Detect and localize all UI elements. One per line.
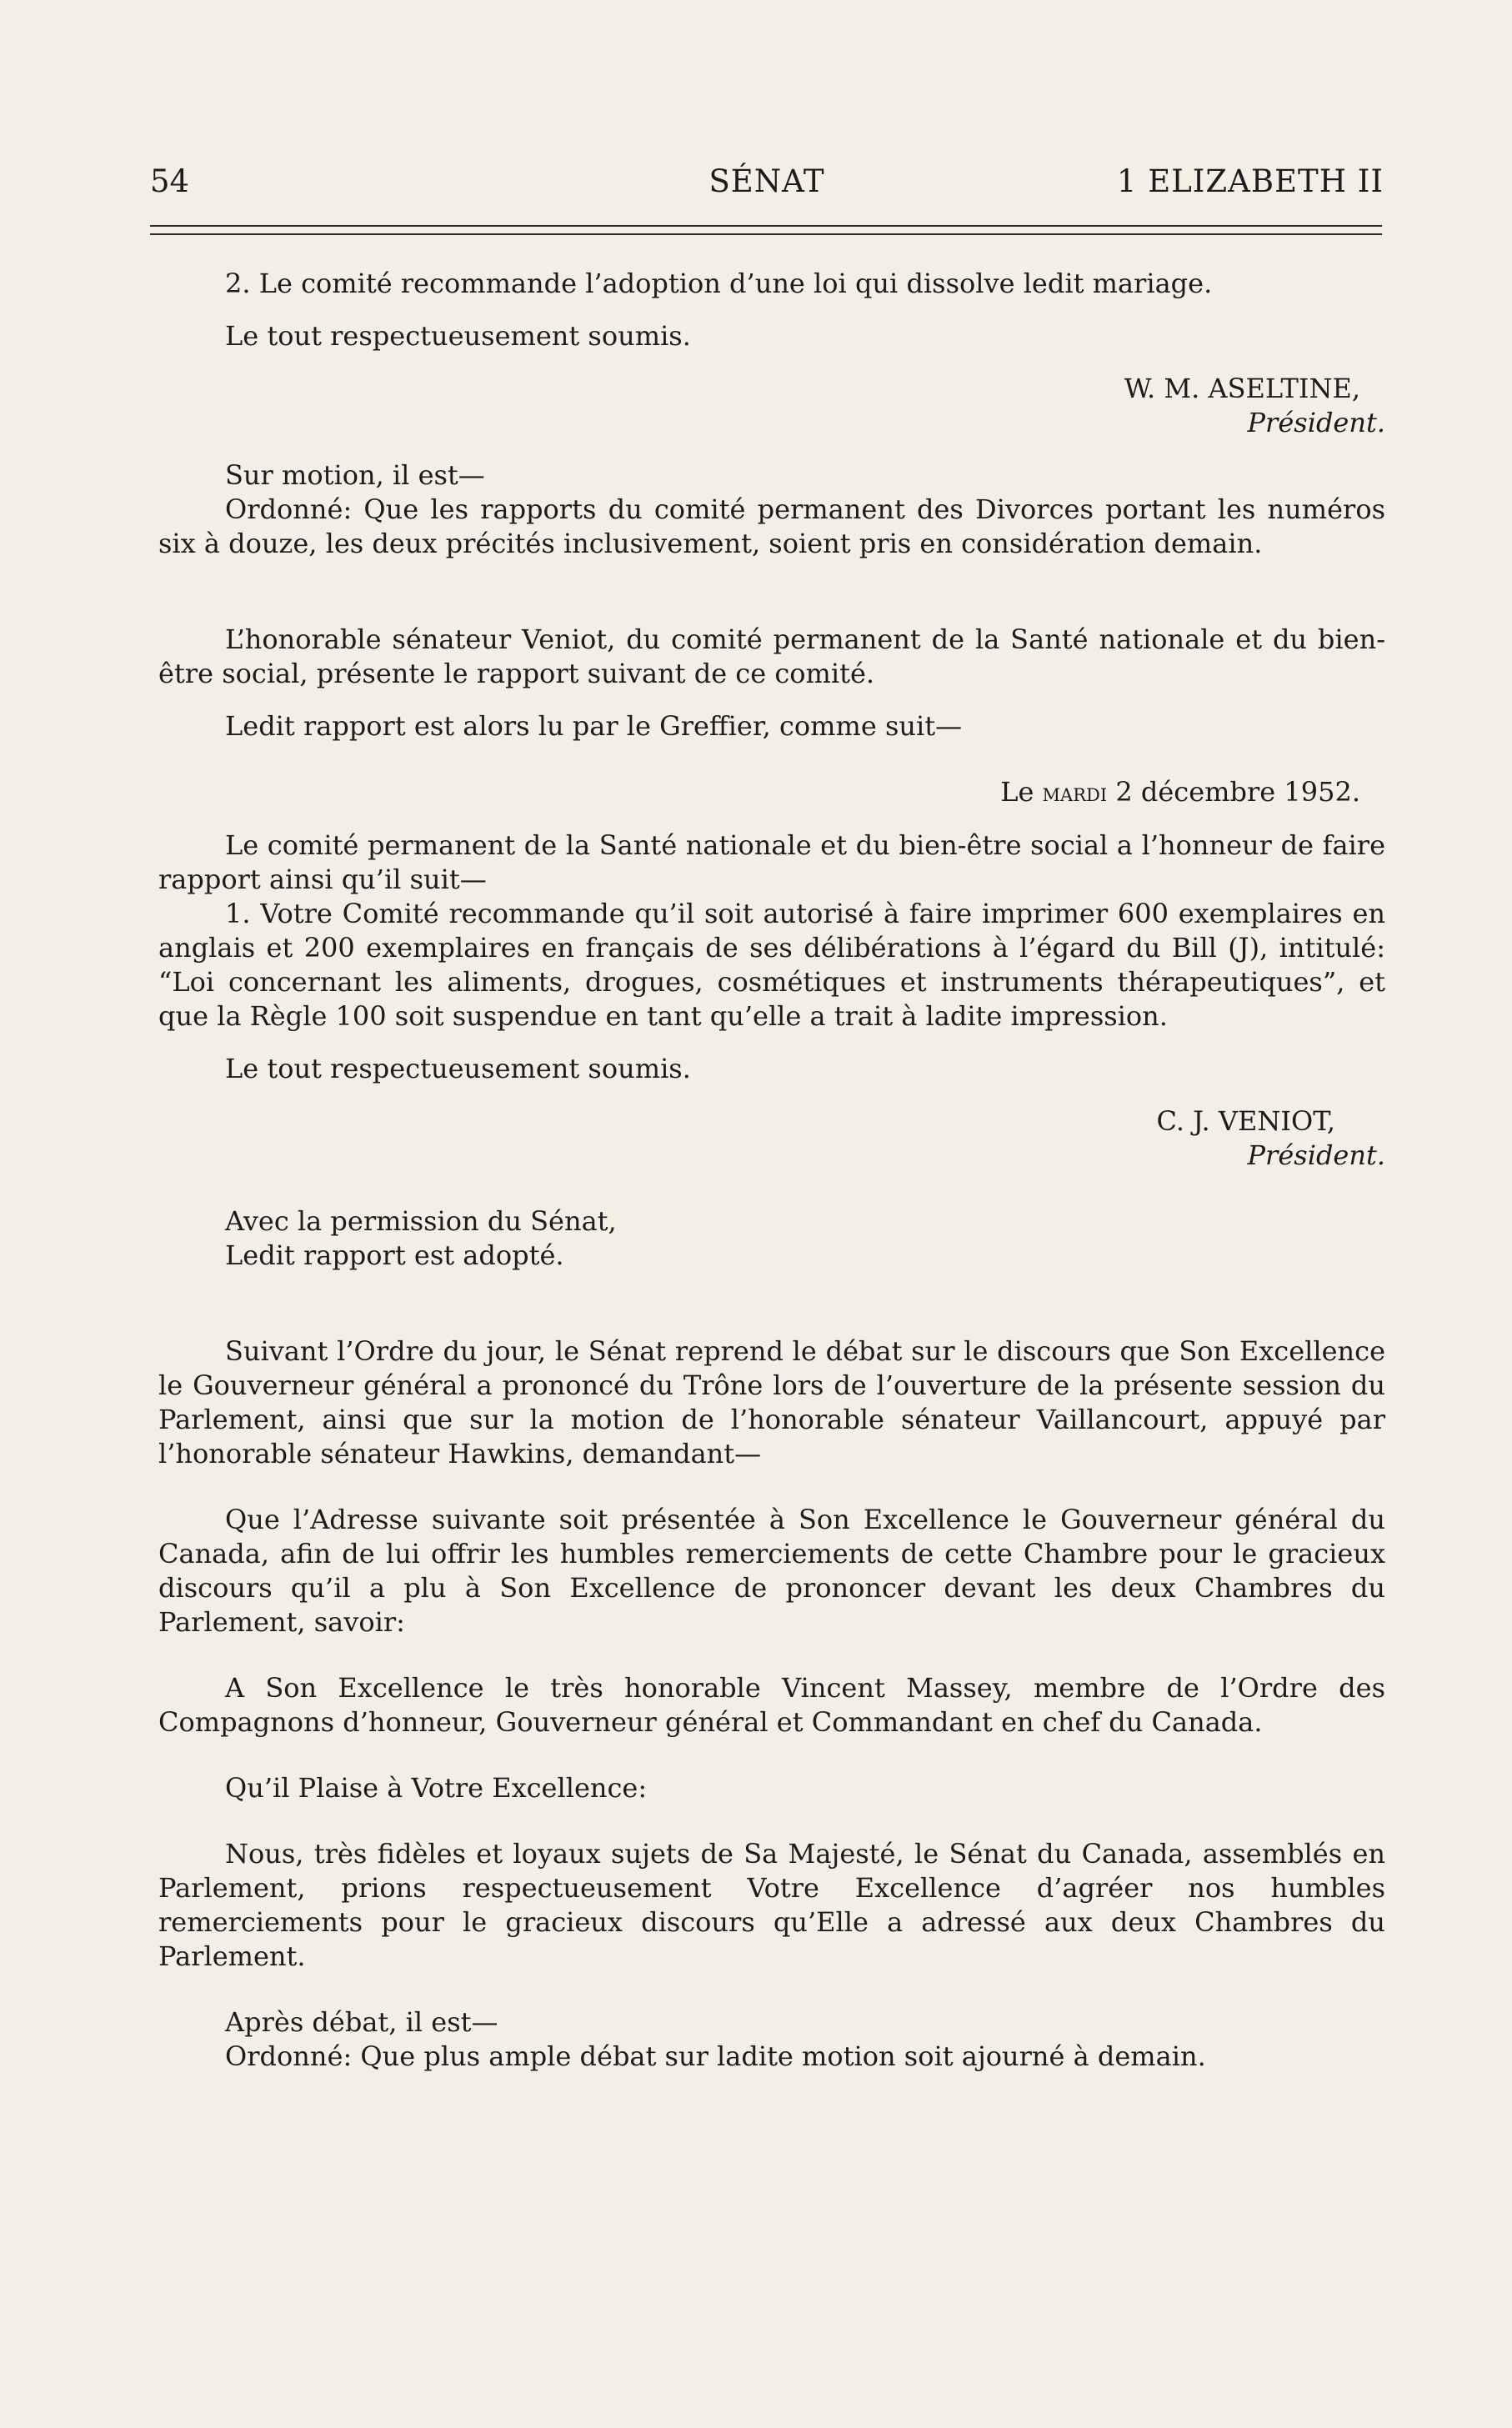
paragraph: Ordonné: Que plus ample débat sur ladite motion soit ajourné à demain. [225,2040,1206,2072]
paragraph: Le comité permanent de la Santé nationale et du bien-être social a l’honneur de faire rapport ainsi qu’il suit— [158,829,1385,895]
signature-name: C. J. VENIOT, [1156,1105,1335,1137]
page-header [150,163,1384,210]
running-title: SÉNAT [708,163,825,199]
signature-name: W. M. ASELTINE, [1124,373,1360,404]
date-prefix: Le [1000,776,1034,808]
page-body [158,267,1385,2074]
page-number: 54 [150,163,190,199]
paragraph: Ordonné: Que les rapports du comité permanent des Divorces portant les numéros six à douze, les deux précités inclusivement, soient pris en considération demain. [158,493,1385,559]
signature-role: Président. [1247,407,1385,438]
date-value: 2 décembre 1952. [1115,776,1360,808]
paragraph: L’honorable sénateur Veniot, du comité permanent de la Santé nationale et du bien-être social, présente le rapport suivant de ce comité. [158,623,1385,689]
paragraph: Le tout respectueusement soumis. [225,320,691,352]
running-reign: 1 ELIZABETH II [1116,163,1384,199]
paragraph: Après débat, il est— [225,2006,498,2038]
paragraph: Ledit rapport est adopté. [225,1239,564,1271]
paragraph: Nous, très fidèles et loyaux sujets de Sa Majesté, le Sénat du Canada, assemblés en Parlement, prions respectueusement Votre Excellence d’agréer nos humbles remerciements pour le gracieux discours qu’Elle a adressé aux deux Chambres du Parlement. [158,1838,1385,1972]
adoption-note [158,1204,1385,1273]
paragraph: Sur motion, il est— [225,459,485,491]
paragraph: A Son Excellence le très honorable Vincent Massey, membre de l’Ordre des Compagnons d’honneur, Gouverneur général et Commandant en chef du Canada. [158,1672,1385,1738]
paragraph: Qu’il Plaise à Votre Excellence: [225,1772,648,1804]
header-double-rule [150,225,1382,235]
report-date [158,775,1385,810]
signature-block [158,1104,1385,1173]
signature-role: Président. [1247,1139,1385,1171]
paragraph: Que l’Adresse suivante soit présentée à Son Excellence le Gouverneur général du Canada, afin de lui offrir les humbles remerciements de cette Chambre pour le gracieux discours qu’il a plu à Son Excellence de prononcer devant les deux Chambres du Parlement, savoir: [158,1504,1385,1638]
paragraph: Avec la permission du Sénat, [225,1205,617,1237]
signature-block [158,372,1385,440]
paragraph: Suivant l’Ordre du jour, le Sénat reprend le débat sur le discours que Son Excellence le Gouverneur général a prononcé du Trône lors de l’ouverture de la présente session du Parlement, ainsi que sur la motion de l’honorable sénateur Vaillancourt, appuyé par l’honorable sénateur Hawkins, demandant— [158,1335,1385,1469]
date-weekday: mardi [1042,778,1108,808]
paragraph: Le tout respectueusement soumis. [225,1053,691,1084]
paragraph: 1. Votre Comité recommande qu’il soit autorisé à faire imprimer 600 exemplaires en anglais et 200 exemplaires en français de ses délibérations à l’égard du Bill (J), intitulé: “Loi concernant les aliments, drogues, cosmétiques et instruments thérapeutiques”, et que la Règle 100 soit suspendue en tant qu’elle a trait à ladite impression. [158,898,1385,1032]
paragraph: 2. Le comité recommande l’adoption d’une loi qui dissolve ledit mariage. [225,268,1213,299]
paragraph: Ledit rapport est alors lu par le Greffier, comme suit— [225,710,963,742]
